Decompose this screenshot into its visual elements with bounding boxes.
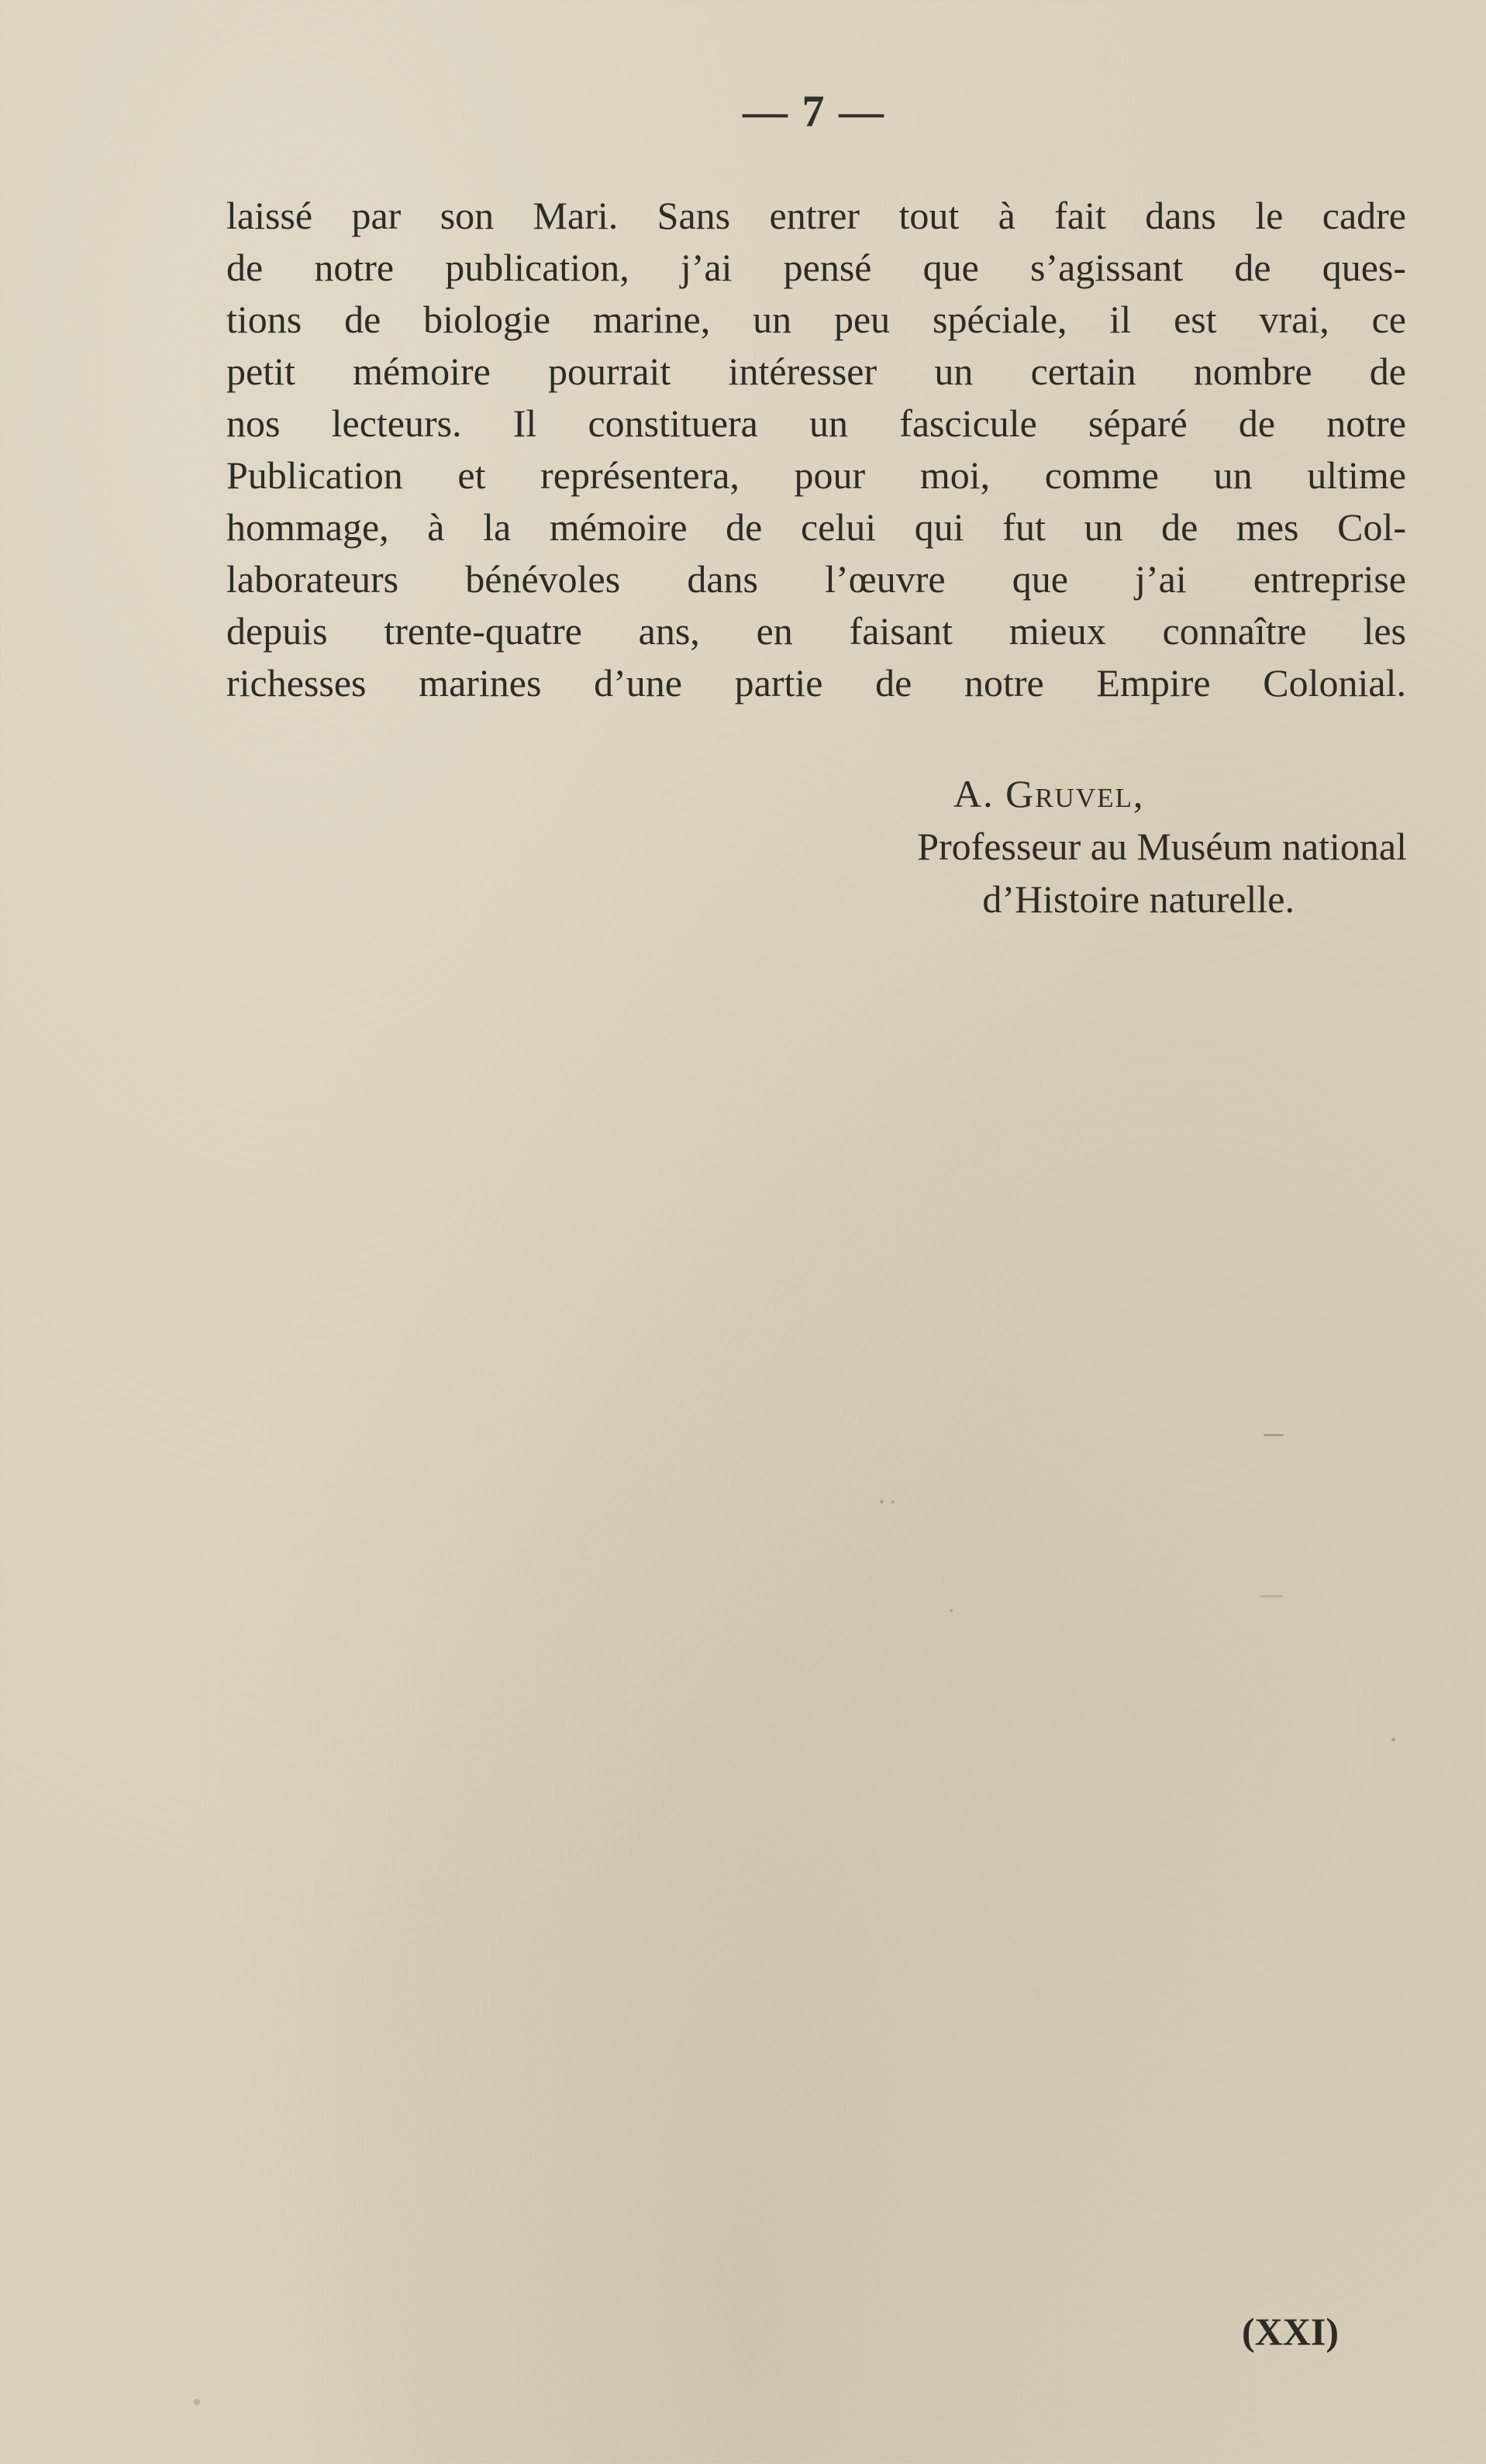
paper-speck [1391,1738,1395,1742]
paragraph-line: de notre publication, j’ai pensé que s’agissant de ques- [226,246,1406,289]
page-number: — 7 — [743,86,885,136]
paragraph-line: tions de biologie marine, un peu spéciale, il est vrai, ce [226,298,1406,341]
paragraph-line: richesses marines d’une partie de notre Empire Colonial. [226,661,1406,705]
paragraph-line: Publication et représentera, pour moi, comme un ultime [226,453,1406,497]
paper-speck [194,2399,200,2405]
footer-signature-mark: (XXI) [1242,2310,1339,2353]
body-paragraph [226,190,1406,709]
signature-title-line-2: d’Histoire naturelle. [982,877,1295,921]
paragraph-line: depuis trente-quatre ans, en faisant mieux connaître les [226,609,1406,653]
signature-block [698,767,1407,925]
signature-name: A. Gruvel, [953,772,1145,815]
signature-title-line-1: Professeur au Muséum national [917,825,1407,868]
paper-speck [1264,1434,1284,1436]
paper-speck [950,1609,953,1612]
paragraph-line: petit mémoire pourrait intéresser un certain nombre de [226,350,1406,393]
paper-speck [1260,1595,1283,1597]
paragraph-line: laborateurs bénévoles dans l’œuvre que j’ai entreprise [226,557,1406,601]
paragraph-line: laissé par son Mari. Sans entrer tout à fait dans le cadre [226,194,1406,237]
paragraph-line: hommage, à la mémoire de celui qui fut un de mes Col- [226,505,1406,549]
paper-speck [891,1501,895,1504]
paper-speck [880,1500,884,1504]
paragraph-line: nos lecteurs. Il constituera un fascicule séparé de notre [226,401,1406,445]
